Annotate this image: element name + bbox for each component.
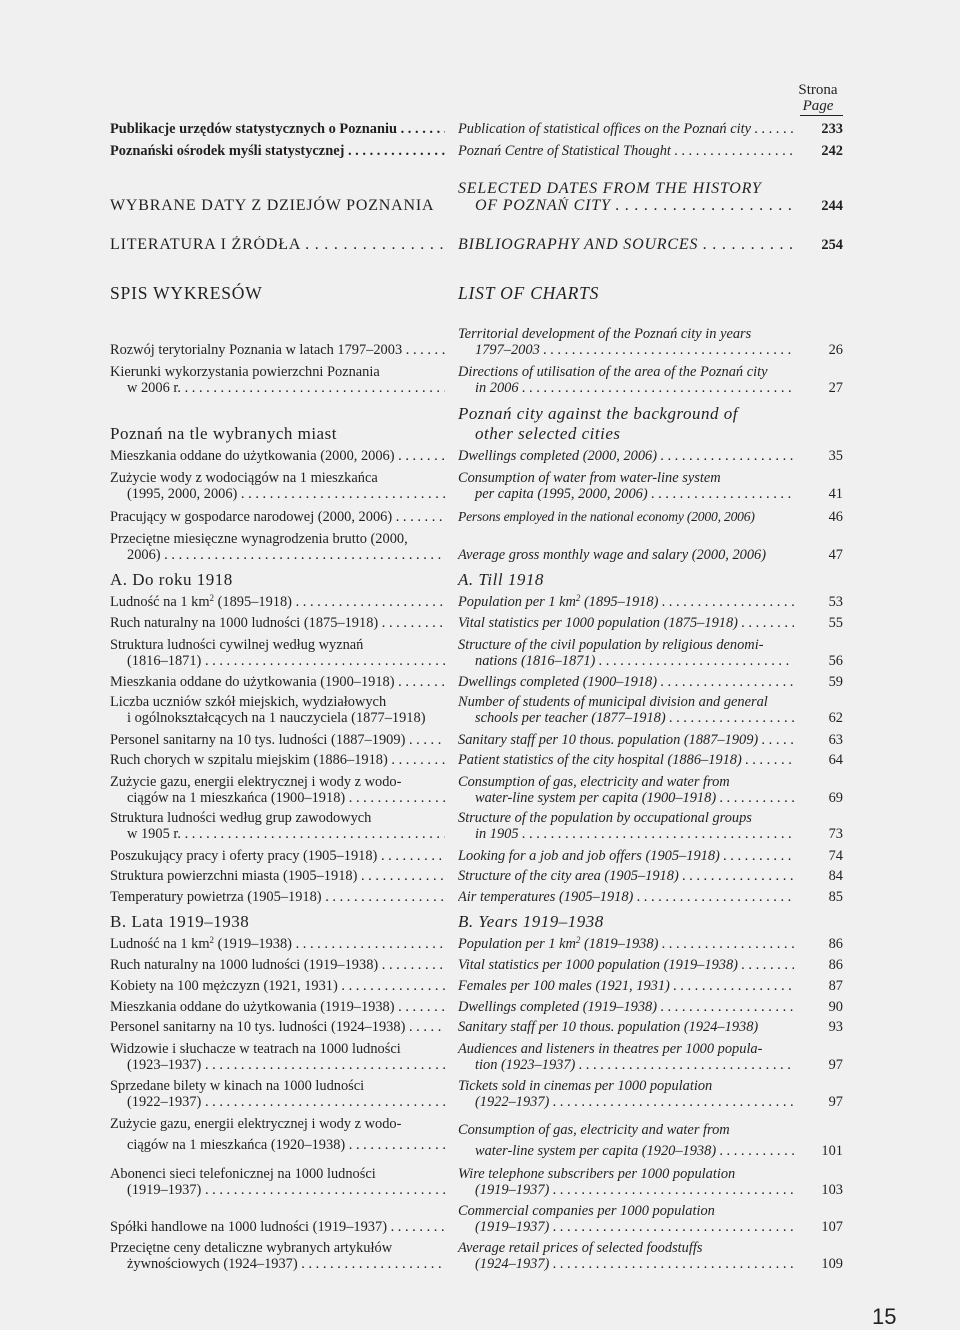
b11-pl-1[interactable]: Przeciętne ceny detaliczne wybranych artykułów bbox=[110, 1240, 393, 1256]
b10-en-2[interactable]: (1919–1937) . . . bbox=[458, 1219, 794, 1235]
a12-pl[interactable]: Temperatury powietrza (1905–1918) . . . bbox=[110, 889, 445, 905]
b8-pl-1[interactable]: Zużycie gazu, energii elektrycznej i wody z wodo- bbox=[110, 1116, 402, 1132]
b6-page: 97 bbox=[828, 1057, 843, 1073]
b5-pl[interactable]: Personel sanitarny na 10 tys. ludności (1924–1938) . . . bbox=[110, 1019, 445, 1035]
section-a-en: A. Till 1918 bbox=[458, 570, 544, 589]
b7-pl-1[interactable]: Sprzedane bilety w kinach na 1000 ludności bbox=[110, 1078, 365, 1094]
b6-pl-2[interactable]: (1923–1937) . . . bbox=[110, 1057, 445, 1073]
b9-page: 103 bbox=[821, 1182, 843, 1198]
b10-pl[interactable]: Spółki handlowe na 1000 ludności (1919–1937) . . . bbox=[110, 1219, 445, 1235]
b7-en-2[interactable]: (1922–1937) . . . bbox=[458, 1094, 794, 1110]
a8-pl-2[interactable]: ciągów na 1 mieszkańca (1900–1918) . . . bbox=[110, 790, 445, 806]
r2-pl-2[interactable]: (1995, 2000, 2006) . . . bbox=[110, 486, 445, 502]
lit-page: 254 bbox=[821, 237, 843, 253]
b3-pl[interactable]: Kobiety na 100 mężczyzn (1921, 1931) . . . bbox=[110, 978, 445, 994]
a7-page: 64 bbox=[828, 752, 843, 768]
r2-pl-1[interactable]: Zużycie wody z wodociągów na 1 mieszkańca bbox=[110, 470, 378, 486]
a8-en-1[interactable]: Consumption of gas, electricity and water from bbox=[458, 774, 730, 790]
b8-en-1[interactable]: Consumption of gas, electricity and water from bbox=[458, 1122, 730, 1138]
r4-pl-1[interactable]: Przeciętne miesięczne wynagrodzenia brutto (2000, bbox=[110, 531, 408, 547]
a7-en[interactable]: Patient statistics of the city hospital (1886–1918) . . . bbox=[458, 752, 794, 768]
b8-page: 101 bbox=[821, 1143, 843, 1159]
b8-en-2[interactable]: water-line system per capita (1920–1938) . . . bbox=[458, 1143, 794, 1159]
a2-en[interactable]: Vital statistics per 1000 population (1875–1918) . . . bbox=[458, 615, 794, 631]
a1-pl[interactable]: Ludność na 1 $km^2$ (1895–1918) . . . bbox=[110, 594, 445, 610]
b9-pl-1[interactable]: Abonenci sieci telefonicznej na 1000 ludności bbox=[110, 1166, 376, 1182]
a8-pl-1[interactable]: Zużycie gazu, energii elektrycznej i wody z wodo- bbox=[110, 774, 402, 790]
section-b-pl: B. Lata 1919–1938 bbox=[110, 912, 250, 931]
b3-page: 87 bbox=[828, 978, 843, 994]
r3-page: 46 bbox=[828, 509, 843, 525]
b7-en-1[interactable]: Tickets sold in cinemas per 1000 population bbox=[458, 1078, 713, 1094]
b7-pl-2[interactable]: (1922–1937) . . . bbox=[110, 1094, 445, 1110]
b3-en[interactable]: Females per 100 males (1921, 1931) . . . bbox=[458, 978, 794, 994]
b4-page: 90 bbox=[828, 999, 843, 1015]
a1-en[interactable]: Population per 1 $km^2$ (1895–1918) . . . bbox=[458, 594, 794, 610]
a9-pl-1[interactable]: Struktura ludności według grup zawodowych bbox=[110, 810, 372, 826]
a6-page: 63 bbox=[828, 732, 843, 748]
pub-page-2: 242 bbox=[821, 143, 843, 159]
kier-en-1[interactable]: Directions of utilisation of the area of the Poznań city bbox=[458, 364, 768, 380]
header-rule bbox=[800, 115, 843, 116]
b1-page: 86 bbox=[828, 936, 843, 952]
spis-title: SPIS WYKRESÓW bbox=[110, 283, 263, 303]
b10-en-1[interactable]: Commercial companies per 1000 population bbox=[458, 1203, 715, 1219]
kier-page: 27 bbox=[828, 380, 843, 396]
header-strona: Strona bbox=[798, 82, 838, 98]
a1-page: 53 bbox=[828, 594, 843, 610]
b9-en-1[interactable]: Wire telephone subscribers per 1000 population bbox=[458, 1166, 736, 1182]
page-number: 15 bbox=[872, 1304, 897, 1329]
b2-page: 86 bbox=[828, 957, 843, 973]
b9-pl-2[interactable]: (1919–1937) . . . bbox=[110, 1182, 445, 1198]
kier-en-2[interactable]: in 2006 . . . bbox=[458, 380, 794, 396]
dates-page: 244 bbox=[821, 198, 843, 214]
r4-en[interactable]: Average gross monthly wage and salary (2000, 2006) bbox=[458, 547, 767, 563]
a9-pl-2[interactable]: w 1905 r. . . . bbox=[110, 826, 445, 842]
a5-pl-2[interactable]: i ogólnokształcących na 1 nauczyciela (1877–1918) bbox=[127, 710, 426, 726]
a7-pl[interactable]: Ruch chorych w szpitalu miejskim (1886–1918) . . . bbox=[110, 752, 445, 768]
a8-en-2[interactable]: water-line system per capita (1900–1918) . . . bbox=[458, 790, 794, 806]
r3-en[interactable]: Persons employed in the national economy (2000, 2006) bbox=[458, 509, 755, 524]
b6-en-2[interactable]: tion (1923–1937) . . . bbox=[458, 1057, 794, 1073]
a9-en-1[interactable]: Structure of the population by occupational groups bbox=[458, 810, 752, 826]
a10-pl[interactable]: Poszukujący pracy i oferty pracy (1905–1918) . . . bbox=[110, 848, 445, 864]
a10-en[interactable]: Looking for a job and job offers (1905–1918) . . . bbox=[458, 848, 794, 864]
b5-page: 93 bbox=[828, 1019, 843, 1035]
pub-pl-2[interactable]: Poznański ośrodek myśli statystycznej . . . bbox=[110, 143, 445, 159]
a11-pl[interactable]: Struktura powierzchni miasta (1905–1918) . . . bbox=[110, 868, 445, 884]
a11-en[interactable]: Structure of the city area (1905–1918) . . . bbox=[458, 868, 794, 884]
r2-page: 41 bbox=[828, 486, 843, 502]
rozwoj-en-2[interactable]: 1797–2003 . . . bbox=[458, 342, 794, 358]
dates-pl[interactable]: WYBRANE DATY Z DZIEJÓW POZNANIA bbox=[110, 197, 435, 214]
b1-en[interactable]: Population per 1 $km^2$ (1819–1938) . . . bbox=[458, 936, 794, 952]
r4-pl-2[interactable]: 2006) . . . bbox=[110, 547, 445, 563]
a3-en-2[interactable]: nations (1816–1871) . . . bbox=[458, 653, 794, 669]
b4-en[interactable]: Dwellings completed (1919–1938) . . . bbox=[458, 999, 794, 1015]
section-poznan-pl: Poznań na tle wybranych miast bbox=[110, 424, 337, 443]
pub-pl-1[interactable]: Publikacje urzędów statystycznych o Poznaniu . . . bbox=[110, 121, 445, 137]
a4-pl[interactable]: Mieszkania oddane do użytkowania (1900–1918) . . . bbox=[110, 674, 445, 690]
b5-en[interactable]: Sanitary staff per 10 thous. population (1924–1938) bbox=[458, 1019, 759, 1035]
pub-page-1: 233 bbox=[821, 121, 843, 137]
header-page: Page bbox=[802, 98, 834, 114]
a11-page: 84 bbox=[828, 868, 843, 884]
r3-pl[interactable]: Pracujący w gospodarce narodowej (2000, 2006) . . . bbox=[110, 509, 445, 525]
pub-en-1[interactable]: Publication of statistical offices on the Poznań city . . . bbox=[458, 121, 794, 137]
b1-pl[interactable]: Ludność na 1 $km^2$ (1919–1938) . . . bbox=[110, 936, 445, 952]
a3-pl-2[interactable]: (1816–1871) . . . bbox=[110, 653, 445, 669]
kier-pl-1[interactable]: Kierunki wykorzystania powierzchni Poznania bbox=[110, 364, 380, 380]
b2-pl[interactable]: Ruch naturalny na 1000 ludności (1919–1938) . . . bbox=[110, 957, 445, 973]
a12-en[interactable]: Air temperatures (1905–1918) . . . bbox=[458, 889, 794, 905]
a10-page: 74 bbox=[828, 848, 843, 864]
kier-pl-2[interactable]: w 2006 r. . . . bbox=[110, 380, 445, 396]
a6-en[interactable]: Sanitary staff per 10 thous. population (1887–1909) . . . bbox=[458, 732, 794, 748]
b8-pl-2[interactable]: ciągów na 1 mieszkańca (1920–1938) . . . bbox=[110, 1137, 445, 1153]
b11-en-1[interactable]: Average retail prices of selected foodstuffs bbox=[458, 1240, 703, 1256]
b11-pl-2[interactable]: żywnościowych (1924–1937) . . . bbox=[110, 1256, 445, 1272]
a5-pl-1[interactable]: Liczba uczniów szkół miejskich, wydziałowych bbox=[110, 694, 387, 710]
a2-pl[interactable]: Ruch naturalny na 1000 ludności (1875–1918) . . . bbox=[110, 615, 445, 631]
a6-pl[interactable]: Personel sanitarny na 10 tys. ludności (1887–1909) . . . bbox=[110, 732, 445, 748]
list-title: LIST OF CHARTS bbox=[458, 283, 600, 303]
a8-page: 69 bbox=[828, 790, 843, 806]
b6-pl-1[interactable]: Widzowie i słuchacze w teatrach na 1000 ludności bbox=[110, 1041, 401, 1057]
b7-page: 97 bbox=[828, 1094, 843, 1110]
rozwoj-page: 26 bbox=[828, 342, 843, 358]
b4-pl[interactable]: Mieszkania oddane do użytkowania (1919–1938) . . . bbox=[110, 999, 445, 1015]
a5-en-2[interactable]: schools per teacher (1877–1918) . . . bbox=[458, 710, 794, 726]
dates-en-2[interactable]: OF POZNAŃ CITY . . . bbox=[458, 197, 794, 215]
section-a-pl: A. Do roku 1918 bbox=[110, 570, 233, 589]
lit-en[interactable]: BIBLIOGRAPHY AND SOURCES . . . bbox=[458, 236, 794, 254]
b11-en-2[interactable]: (1924–1937) . . . bbox=[458, 1256, 794, 1272]
a4-en[interactable]: Dwellings completed (1900–1918) . . . bbox=[458, 674, 794, 690]
b2-en[interactable]: Vital statistics per 1000 population (1919–1938) . . . bbox=[458, 957, 794, 973]
a9-en-2[interactable]: in 1905 . . . bbox=[458, 826, 794, 842]
b10-page: 107 bbox=[821, 1219, 843, 1235]
r4-page: 47 bbox=[828, 547, 843, 563]
section-poznan-en-2: other selected cities bbox=[475, 424, 621, 443]
a3-en-1[interactable]: Structure of the civil population by religious denomi- bbox=[458, 637, 764, 653]
a5-page: 62 bbox=[828, 710, 843, 726]
b11-page: 109 bbox=[821, 1256, 843, 1272]
pub-en-2[interactable]: Poznań Centre of Statistical Thought . . . bbox=[458, 143, 794, 159]
r1-en[interactable]: Dwellings completed (2000, 2006) . . . bbox=[458, 448, 794, 464]
rozwoj-en-1[interactable]: Territorial development of the Poznań city in years bbox=[458, 326, 752, 342]
b9-en-2[interactable]: (1919–1937) . . . bbox=[458, 1182, 794, 1198]
a3-pl-1[interactable]: Struktura ludności cywilnej według wyznań bbox=[110, 637, 364, 653]
a5-en-1[interactable]: Number of students of municipal division and general bbox=[458, 694, 768, 710]
a2-page: 55 bbox=[828, 615, 843, 631]
r1-page: 35 bbox=[828, 448, 843, 464]
section-b-en: B. Years 1919–1938 bbox=[458, 912, 604, 931]
r2-en-1[interactable]: Consumption of water from water-line system bbox=[458, 470, 721, 486]
a3-page: 56 bbox=[828, 653, 843, 669]
rozwoj-pl[interactable]: Rozwój terytorialny Poznania w latach 1797–2003 . . . bbox=[110, 342, 445, 358]
b6-en-1[interactable]: Audiences and listeners in theatres per 1000 popula- bbox=[458, 1041, 763, 1057]
dates-en-1[interactable]: SELECTED DATES FROM THE HISTORY bbox=[458, 180, 762, 197]
section-poznan-en-1: Poznań city against the background of bbox=[458, 404, 738, 423]
lit-pl[interactable]: LITERATURA I ŹRÓDŁA . . . bbox=[110, 236, 445, 254]
a12-page: 85 bbox=[828, 889, 843, 905]
a4-page: 59 bbox=[828, 674, 843, 690]
r2-en-2[interactable]: per capita (1995, 2000, 2006) . . . bbox=[458, 486, 794, 502]
a9-page: 73 bbox=[828, 826, 843, 842]
r1-pl[interactable]: Mieszkania oddane do użytkowania (2000, 2006) . . . bbox=[110, 448, 445, 464]
